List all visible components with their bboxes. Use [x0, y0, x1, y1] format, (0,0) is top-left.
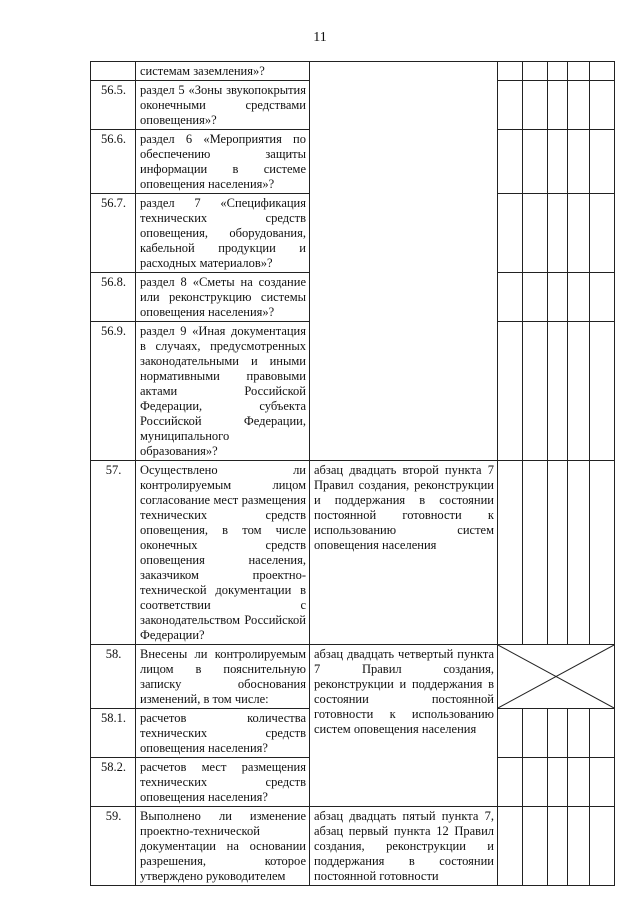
answer-na-cell[interactable] [548, 130, 568, 194]
answer-yes-cell[interactable] [498, 758, 523, 807]
question-cell: раздел 8 «Сметы на создание или реконструкцию системы оповещения населения»? [136, 273, 310, 322]
answer-no-cell[interactable] [523, 758, 548, 807]
answer-no-cell[interactable] [523, 322, 548, 461]
answer-no-cell[interactable] [523, 62, 548, 81]
question-cell: Внесены ли контролируемым лицом в пояснительную записку обоснования изменений, в том числе: [136, 645, 310, 709]
table-row [91, 461, 615, 645]
note-cell[interactable] [590, 758, 615, 807]
answer-no-cell[interactable] [523, 130, 548, 194]
row-number: 59. [91, 807, 136, 886]
note-cell[interactable] [590, 273, 615, 322]
answer-yes-cell[interactable] [498, 130, 523, 194]
table-row [91, 645, 615, 709]
answer-na-cell[interactable] [548, 709, 568, 758]
answer-extra-cell[interactable] [568, 758, 590, 807]
answer-na-cell[interactable] [548, 81, 568, 130]
row-number: 56.6. [91, 130, 136, 194]
answer-no-cell[interactable] [523, 709, 548, 758]
answer-yes-cell[interactable] [498, 81, 523, 130]
row-number: 56.7. [91, 194, 136, 273]
row-number [91, 62, 136, 81]
question-cell: раздел 6 «Мероприятия по обеспечению защиты информации в системе оповещения населения»? [136, 130, 310, 194]
note-cell[interactable] [590, 62, 615, 81]
row-number: 58. [91, 645, 136, 709]
question-cell: раздел 9 «Иная документация в случаях, предусмотренных законодательными и иными нормативными правовыми актами Российской Федерации, субъекта Российской Федерации, муниципального образования»? [136, 322, 310, 461]
answer-no-cell[interactable] [523, 807, 548, 886]
cross-mark-icon [498, 645, 614, 708]
checklist-table [90, 61, 615, 886]
answer-extra-cell[interactable] [568, 130, 590, 194]
requirement-cell [310, 62, 498, 461]
requirement-cell: абзац двадцать четвертый пункта 7 Правил создания, реконструкции и поддержания в состоянии постоянной готовности к использованию систем оповещения населения [310, 645, 498, 807]
answer-na-cell[interactable] [548, 461, 568, 645]
row-number: 56.5. [91, 81, 136, 130]
question-cell: раздел 5 «Зоны звукопокрытия оконечными средствами оповещения»? [136, 81, 310, 130]
question-cell: Осуществлено ли контролируемым лицом согласование мест размещения технических средств оповещения, в том числе оконечных средств оповещения населения, заказчиком проектно-технической документации в соответствии с законодательством Российской Федерации? [136, 461, 310, 645]
note-cell[interactable] [590, 461, 615, 645]
answer-extra-cell[interactable] [568, 194, 590, 273]
question-cell: раздел 7 «Спецификация технических средств оповещения, оборудования, кабельной продукции и расходных материалов»? [136, 194, 310, 273]
note-cell[interactable] [590, 322, 615, 461]
answer-yes-cell[interactable] [498, 194, 523, 273]
answer-extra-cell[interactable] [568, 322, 590, 461]
note-cell[interactable] [590, 807, 615, 886]
answer-na-cell[interactable] [548, 322, 568, 461]
question-cell: расчетов мест размещения технических средств оповещения населения? [136, 758, 310, 807]
row-number: 56.8. [91, 273, 136, 322]
answer-extra-cell[interactable] [568, 709, 590, 758]
row-number: 56.9. [91, 322, 136, 461]
answer-extra-cell[interactable] [568, 62, 590, 81]
table-row [91, 807, 615, 886]
question-cell: расчетов количества технических средств оповещения населения? [136, 709, 310, 758]
question-cell: системам заземления»? [136, 62, 310, 81]
crossed-out-cell [498, 645, 615, 709]
answer-no-cell[interactable] [523, 461, 548, 645]
answer-yes-cell[interactable] [498, 709, 523, 758]
row-number: 58.1. [91, 709, 136, 758]
page-number: 11 [313, 30, 327, 45]
note-cell[interactable] [590, 194, 615, 273]
answer-yes-cell[interactable] [498, 807, 523, 886]
answer-yes-cell[interactable] [498, 273, 523, 322]
requirement-cell: абзац двадцать пятый пункта 7, абзац первый пункта 12 Правил создания, реконструкции и поддержания в состоянии постоянной готовности [310, 807, 498, 886]
answer-na-cell[interactable] [548, 62, 568, 81]
answer-na-cell[interactable] [548, 758, 568, 807]
answer-na-cell[interactable] [548, 807, 568, 886]
answer-yes-cell[interactable] [498, 461, 523, 645]
answer-yes-cell[interactable] [498, 322, 523, 461]
answer-yes-cell[interactable] [498, 62, 523, 81]
requirement-cell: абзац двадцать второй пункта 7 Правил создания, реконструкции и поддержания в состоянии постоянной готовности к использованию систем оповещения населения [310, 461, 498, 645]
answer-extra-cell[interactable] [568, 807, 590, 886]
note-cell[interactable] [590, 130, 615, 194]
answer-extra-cell[interactable] [568, 461, 590, 645]
answer-na-cell[interactable] [548, 273, 568, 322]
note-cell[interactable] [590, 81, 615, 130]
answer-no-cell[interactable] [523, 194, 548, 273]
question-cell: Выполнено ли изменение проектно-технической документации на основании разрешения, которое утверждено руководителем [136, 807, 310, 886]
answer-extra-cell[interactable] [568, 81, 590, 130]
note-cell[interactable] [590, 709, 615, 758]
table-row [91, 62, 615, 81]
row-number: 58.2. [91, 758, 136, 807]
answer-no-cell[interactable] [523, 81, 548, 130]
row-number: 57. [91, 461, 136, 645]
answer-na-cell[interactable] [548, 194, 568, 273]
answer-no-cell[interactable] [523, 273, 548, 322]
answer-extra-cell[interactable] [568, 273, 590, 322]
